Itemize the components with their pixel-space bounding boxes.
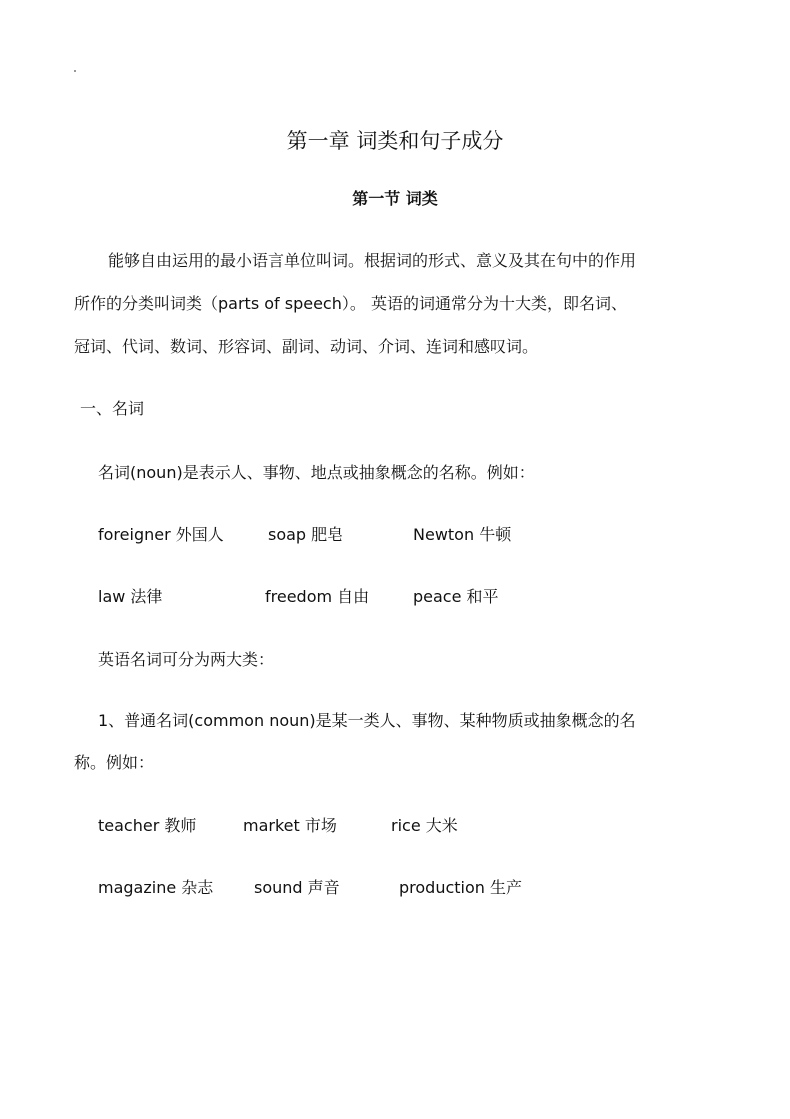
example-word: peace 和平	[413, 587, 499, 606]
noun-classes-intro: 英语名词可分为两大类：	[98, 650, 275, 669]
example-word: production 生产	[399, 878, 523, 897]
example-word: rice 大米	[391, 816, 458, 835]
noun-definition: 名词(noun)是表示人、事物、地点或抽象概念的名称。例如：	[98, 463, 535, 482]
intro-line: 冠词、代词、数词、形容词、副词、动词、介词、连词和感叹词。	[74, 337, 539, 356]
example-word: soap 肥皂	[268, 525, 344, 544]
example-word: teacher 教师	[98, 816, 197, 835]
common-noun-line: 称。例如：	[74, 753, 155, 772]
common-noun-line: 1、普通名词(common noun)是某一类人、事物、某种物质或抽象概念的名	[98, 711, 636, 730]
intro-line: 能够自由运用的最小语言单位叫词。根据词的形式、意义及其在句中的作用	[108, 251, 637, 270]
section-title: 第一节 词类	[352, 189, 438, 208]
example-word: sound 声音	[254, 878, 340, 897]
intro-paragraph	[74, 246, 734, 375]
intro-line: 所作的分类叫词类（parts of speech）。 英语的词通常分为十大类，即名词、	[74, 294, 627, 313]
common-noun-paragraph	[74, 708, 734, 792]
example-word: magazine 杂志	[98, 878, 214, 897]
page-marker-dot	[74, 70, 76, 72]
example-word: market 市场	[243, 816, 337, 835]
example-word: foreigner 外国人	[98, 525, 224, 544]
example-word: law 法律	[98, 587, 163, 606]
chapter-title: 第一章 词类和句子成分	[286, 129, 504, 153]
example-word: Newton 牛顿	[413, 525, 512, 544]
noun-heading: 一、名词	[80, 399, 145, 418]
example-word: freedom 自由	[265, 587, 370, 606]
